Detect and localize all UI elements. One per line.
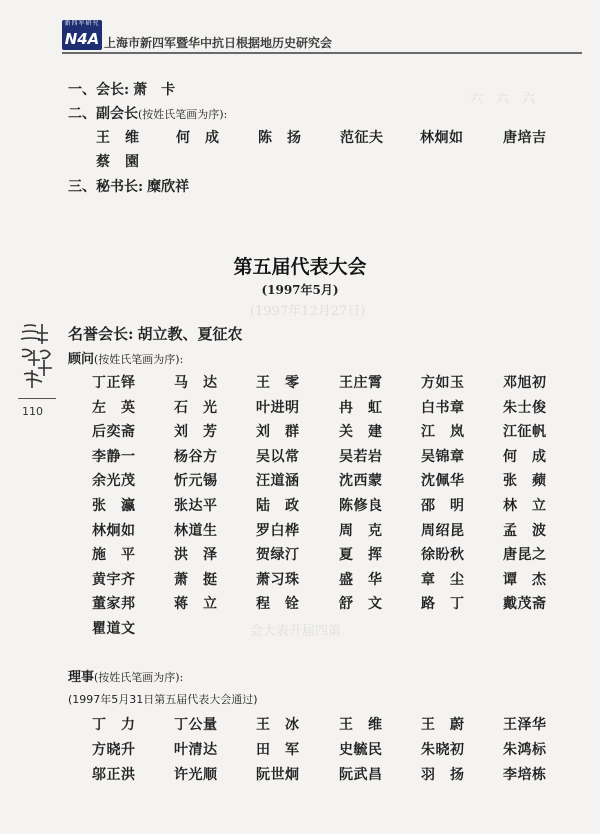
advisor-name: 江征帆 [503,424,547,441]
congress-title: 第五届代表大会 [233,256,367,278]
advisor-name: 吴若岩 [339,448,383,465]
director-row [0,714,600,736]
advisor-name: 萧 挺 [174,571,218,588]
advisor-name: 左 英 [92,399,136,416]
director-name: 朱晓初 [421,742,465,758]
advisor-name: 余光茂 [92,473,136,490]
vice-row [0,127,600,149]
honorary-names: 胡立教、夏征农 [137,325,243,343]
director-name: 史毓民 [339,742,383,758]
advisor-name: 白书章 [421,399,465,416]
advisor-label: 顾问 [68,352,95,367]
advisor-name: 刘 芳 [174,424,218,441]
advisor-name: 叶进明 [256,399,300,416]
advisor-name: 冉 虹 [339,399,383,416]
advisor-name: 陈修良 [339,498,383,514]
advisor-name: 蒋 立 [174,596,218,613]
secretary-line [68,176,189,196]
vice-row [0,151,600,173]
advisor-name: 林道生 [174,522,218,539]
advisor-name: 林 立 [503,498,547,514]
advisor-row [0,446,600,468]
advisor-name: 周 克 [339,522,383,539]
advisor-name: 徐盼秋 [421,547,465,564]
advisor-name: 林炯如 [92,522,136,539]
advisor-name: 李静一 [92,448,136,465]
vice-name: 林炯如 [420,130,464,146]
vice-president-label: 二、副会长 [68,106,138,122]
director-name: 王泽华 [503,717,547,733]
director-name: 丁 力 [92,717,136,733]
vice-president-note: (按姓氏笔画为序): [138,108,228,121]
advisor-row [0,618,600,640]
vice-name: 唐培吉 [503,130,547,146]
advisor-row [0,495,600,517]
advisor-name: 汪道涵 [256,473,300,490]
advisor-row [0,372,600,394]
director-note: (按姓氏笔画为序): [94,671,184,684]
advisor-name: 王庄霄 [339,375,383,391]
advisor-name: 石 光 [174,399,218,416]
advisor-name: 陆 政 [256,498,300,514]
vice-name: 王 维 [96,130,140,146]
vice-president-line [68,103,227,123]
advisor-name: 沈佩华 [421,473,465,490]
secretary-name: 糜欣祥 [147,179,190,195]
advisor-name: 邵 明 [421,498,465,514]
advisor-row [0,569,600,591]
advisor-name: 刘 群 [256,424,300,441]
advisor-name: 何 成 [503,448,547,465]
director-name: 王 维 [339,717,383,733]
secretary-label: 三、秘书长: [68,179,144,195]
director-name: 王 冰 [256,717,300,733]
advisor-name: 洪 泽 [174,547,218,564]
header-title: 上海市新四军暨华中抗日根据地历史研究会 [104,36,333,50]
advisor-name: 沈西蒙 [339,473,383,490]
vice-name: 范征夫 [340,130,384,146]
advisor-name: 王 零 [256,375,300,391]
director-name: 阮武昌 [339,767,383,783]
advisor-name: 夏 挥 [339,547,383,564]
advisor-name: 关 建 [339,424,383,441]
advisor-name: 朱士俊 [503,399,547,416]
advisor-name: 路 丁 [421,596,465,613]
vice-name: 何 成 [176,130,220,146]
advisor-name: 舒 文 [339,596,383,613]
n4a-logo [62,20,102,50]
director-name: 田 军 [256,742,300,758]
advisor-name: 章 尘 [421,571,465,588]
advisor-name: 瞿道文 [92,621,136,637]
advisor-row [0,397,600,419]
advisor-row [0,593,600,615]
advisor-name: 萧习珠 [256,571,300,588]
advisor-name: 董家邦 [92,596,136,613]
advisor-name: 吴锦章 [421,448,465,465]
advisor-row [0,470,600,492]
advisor-name: 孟 波 [503,522,547,539]
advisor-name: 张 瀛 [92,498,136,514]
advisor-name: 盛 华 [339,571,383,588]
advisor-note: (按姓氏笔画为序): [94,353,184,366]
advisor-row [0,421,600,443]
director-name: 朱鸿标 [503,742,547,758]
advisor-name: 罗白桦 [256,522,300,539]
director-row [0,739,600,761]
honorary-line [68,323,243,344]
advisor-name: 施 平 [92,547,136,564]
advisor-name: 张达平 [174,498,218,514]
advisor-name: 黄宇齐 [92,571,136,588]
logo-caption: 新四军研究 [64,20,100,27]
congress-date: (1997年5月) [261,283,339,297]
director-name: 羽 扬 [421,767,465,783]
president-label: 一、会长: [68,82,130,98]
vice-name: 陈 扬 [258,130,302,146]
director-label: 理事 [68,670,95,685]
document-page: 新四军研究 N4A 上海市新四军暨华中抗日根据地历史研究会 110 六 六 六 (1997年12月27日) 会大表升届四第 一、会长: 萧 卡 二、副会长(按姓氏笔画为序): 王 维 何 成 陈 扬 范征夫 林炯如 唐培吉 蔡 園 三、秘书长: 糜欣祥 第五届代表大会 (1997年5月) 名誉会长: 胡立教、夏征农 顾问(按姓氏笔画为序): 丁正铎 马 达 王 零 王庄霄 方如玉 邓旭初 左 英 石 光 叶进明 冉 虹 白书章 朱士俊 后奕斋 刘 芳 刘 群 关 建 江 岚 江征帆 李静一 杨谷方 吴以常 吴若岩 吴锦章 何 成 余光茂 忻元锡 汪道涵 沈西蒙 沈佩华 张 𬞟 张 瀛 张达平 陆 政 陈修良 邵 明 林 立 林炯如 林道生 罗白桦 周 克 周绍昆 孟 波 施 平 洪 泽 贺绿汀 夏 挥 徐盼秋 唐昆之 黄宇齐 萧 挺 萧习珠 盛 华 章 尘 谭 杰 董家邦 蒋 立 程 铨 舒 文 路 丁 戴茂斋 瞿道文 理事(按姓氏笔画为序): (1997年5月31日第五届代表大会通过) 丁 力 丁公量 王 冰 王 维 王 蔚 王泽华 方晓升 叶清达 田 军 史毓民 朱晓初 朱鸿标 邬正洪 许光顺 阮世炯 阮武昌 羽 扬 李培栋 [0,0,600,834]
director-pass-note: (1997年5月31日第五届代表大会通过) [68,693,258,706]
page-number: 110 [22,405,43,418]
advisor-row [0,520,600,542]
director-name: 叶清达 [174,742,218,758]
advisor-name: 唐昆之 [503,547,547,564]
advisor-name: 程 铨 [256,596,300,613]
advisor-name: 周绍昆 [421,522,465,539]
advisor-name: 忻元锡 [174,473,218,490]
director-name: 李培栋 [503,767,547,783]
advisor-name: 马 达 [174,375,218,391]
director-name: 邬正洪 [92,767,136,783]
advisor-name: 江 岚 [421,424,465,441]
president-name: 萧 卡 [133,82,176,98]
director-heading [68,666,183,685]
advisor-name: 杨谷方 [174,448,218,465]
advisor-name: 邓旭初 [503,375,547,391]
director-name: 许光顺 [174,767,218,783]
advisor-name: 张 𬞟 [503,473,547,490]
advisor-name: 贺绿汀 [256,547,300,564]
advisor-name: 后奕斋 [92,424,136,441]
advisor-heading [68,348,183,367]
director-row [0,764,600,786]
logo-text: N4A [64,30,100,48]
director-name: 丁公量 [174,717,218,733]
advisor-name: 丁正铎 [92,375,136,391]
president-line [68,79,175,99]
director-name: 王 蔚 [421,717,465,733]
director-name: 阮世炯 [256,767,300,783]
advisor-row [0,544,600,566]
advisor-name: 戴茂斋 [503,596,547,613]
director-name: 方晓升 [92,742,136,758]
advisor-name: 方如玉 [421,375,465,391]
advisor-name: 谭 杰 [503,571,547,588]
vice-name: 蔡 園 [96,154,140,170]
advisor-name: 吴以常 [256,448,300,465]
honorary-label: 名誉会长: [68,325,134,343]
header-rule [62,52,582,54]
